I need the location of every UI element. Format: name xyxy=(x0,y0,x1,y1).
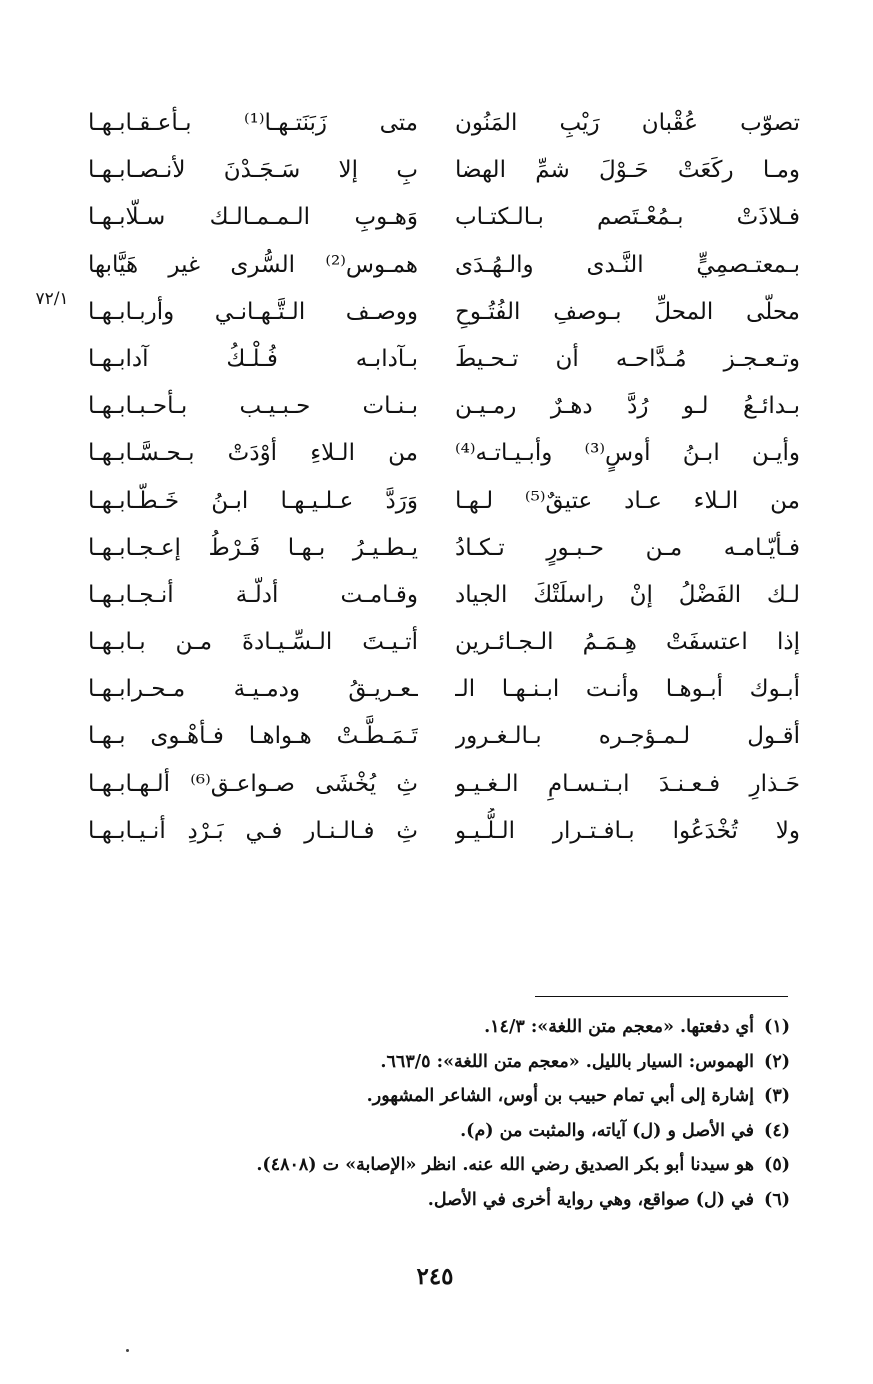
verse-right-line: حَـذارِ فـعـنـدَ ابـتـسـامِ الـغـيـو xyxy=(455,770,800,797)
paper-speck xyxy=(126,1349,129,1352)
verse-left-line: ثِ فـالـنـار فـي بَـرْدِ أنـيـابـهـا xyxy=(88,817,418,844)
footnote-item xyxy=(150,1010,790,1045)
poem-left-column xyxy=(88,100,418,855)
verse-right-line: لـك الفَضْلُ إنْ راسلَتْكَ الجياد xyxy=(455,581,800,608)
verse-right-line: فـلاذَتْ بـمُعْـتَصم بـالـكتـاب xyxy=(455,204,800,231)
footnote-item xyxy=(150,1114,790,1149)
footnote-text: الهموس: السيار بالليل. «معجم متن اللغة»: ٦٦٣/٥. xyxy=(380,1051,755,1072)
verse-left-line: وَرَدَّ عـلـيـهـا ابـنُ خَـطّـابـهـا xyxy=(88,487,418,514)
footnote-text: في (ل) صواقع، وهي رواية أخرى في الأصل. xyxy=(427,1189,755,1210)
verse-right-line: ولا تُخْدَعُوا بـافـتـرار الـلُّـيـو xyxy=(455,817,800,844)
footnote-number: (٤) xyxy=(764,1120,790,1141)
verse-right-line: أقـول لـمـؤجـره بـالـغـرور xyxy=(455,723,800,750)
footnote-item xyxy=(150,1045,790,1080)
verse-left-line: همـوس⁽²⁾ السُّرى غير هَيَّابها xyxy=(88,251,418,278)
verse-left-line: ـعـريـقُ ودمـيـة مـحـرابـهـا xyxy=(88,676,418,703)
verse-left-line: بـآدابـه فُـلْـكُ آدابـهـا xyxy=(88,345,418,372)
footnote-item xyxy=(150,1079,790,1114)
verse-left-line: تَـمَـطَّـتْ هـواهـا فـأهْـوى بـهـا xyxy=(88,723,418,750)
verse-right-line: فـأيّـامـه مـن حـبـورٍ تـكـادُ xyxy=(455,534,800,561)
footnotes xyxy=(150,1010,790,1217)
verse-left-line: وقـامـت أدلّـة أنـجـابـهـا xyxy=(88,581,418,608)
footnote-number: (١) xyxy=(764,1017,790,1037)
verse-right-line: محلّى المحلِّ بـوصفِ الفُتُـوحِ xyxy=(455,298,800,325)
footnote-number: (٢) xyxy=(764,1051,790,1072)
verse-left-line: أتـيـتَ الـسِّـيـادةَ مـن بـابـهـا xyxy=(88,629,418,656)
footnote-text: إشارة إلى أبي تمام حبيب بن أوس، الشاعر المشهور. xyxy=(366,1086,755,1106)
footnote-item xyxy=(150,1148,790,1183)
verse-right-line: بـدائـعُ لـو رُدَّ دهـرٌ رمـيـن xyxy=(455,393,800,420)
verse-left-line: وَهـوبِ الـمـمـالـك سـلّابـهـا xyxy=(88,204,418,231)
verse-right-line: وأيـن ابـنُ أوسٍ⁽³⁾ وأبـيـاتـه⁽⁴⁾ xyxy=(455,440,800,467)
footnote-text: في الأصل و (ل) آياته، والمثبت من (م). xyxy=(460,1120,755,1141)
verse-right-line: وتـعـجـز مُـدَّاحـه أن تـحـيطَ xyxy=(455,345,800,372)
verse-left-line: متى زَبَنَتـهـا⁽¹⁾ بـأعـقـابـهـا xyxy=(88,110,418,136)
verse-right-line: من الـلاء عـاد عتيقٌ⁽⁵⁾ لـهـا xyxy=(455,487,800,514)
verse-left-line: بِ إلا سَـجَـدْنَ لأنـصـابـهـا xyxy=(88,157,418,184)
footnote-text: أي دفعتها. «معجم متن اللغة»: ١٤/٣. xyxy=(484,1017,755,1037)
verse-right-line: بـمعتـصمِيٍّ النَّـدى والـهُـدَى xyxy=(455,251,800,278)
verse-left-line: ثِ يُخْشَى صـواعـق⁽⁶⁾ ألـهـابـهـا xyxy=(88,770,418,797)
poem-right-column xyxy=(455,100,800,855)
margin-reference: ٧٢/١ xyxy=(35,289,69,309)
verse-right-line: ومـا ركَعَتْ حَـوْلَ شمِّ الهضا xyxy=(455,157,800,184)
verse-left-line: يـطـيـرُ بـهـا فَـرْطُ إعـجـابـهـا xyxy=(88,534,418,561)
footnote-item xyxy=(150,1183,790,1218)
footnote-number: (٦) xyxy=(764,1189,790,1210)
verse-left-line: من الـلاءِ أوْدَتْ بـحـسَّـابـهـا xyxy=(88,440,418,467)
footnote-number: (٥) xyxy=(764,1155,790,1175)
page-number: ٢٤٥ xyxy=(416,1263,454,1290)
footnote-text: هو سيدنا أبو بكر الصديق رضي الله عنه. انظر «الإصابة» ت (٤٨٠٨). xyxy=(256,1155,755,1175)
verse-right-line: أبـوك أبـوهـا وأنـت ابـنـهـا الـ xyxy=(455,676,800,703)
verse-right-line: إذا اعتسفَتْ هِـمَـمُ الـجـائـرين xyxy=(455,629,800,656)
verse-left-line: ووصـف الـتَّـهـانـي وأربـابـهـا xyxy=(88,298,418,325)
verse-left-line: بـنـات حـبـيـب بـأحـبـابـهـا xyxy=(88,393,418,420)
footnote-divider xyxy=(535,996,788,997)
footnote-number: (٣) xyxy=(764,1086,790,1106)
verse-right-line: تصوّب عُقْبان رَيْبِ المَنُون xyxy=(455,110,800,136)
